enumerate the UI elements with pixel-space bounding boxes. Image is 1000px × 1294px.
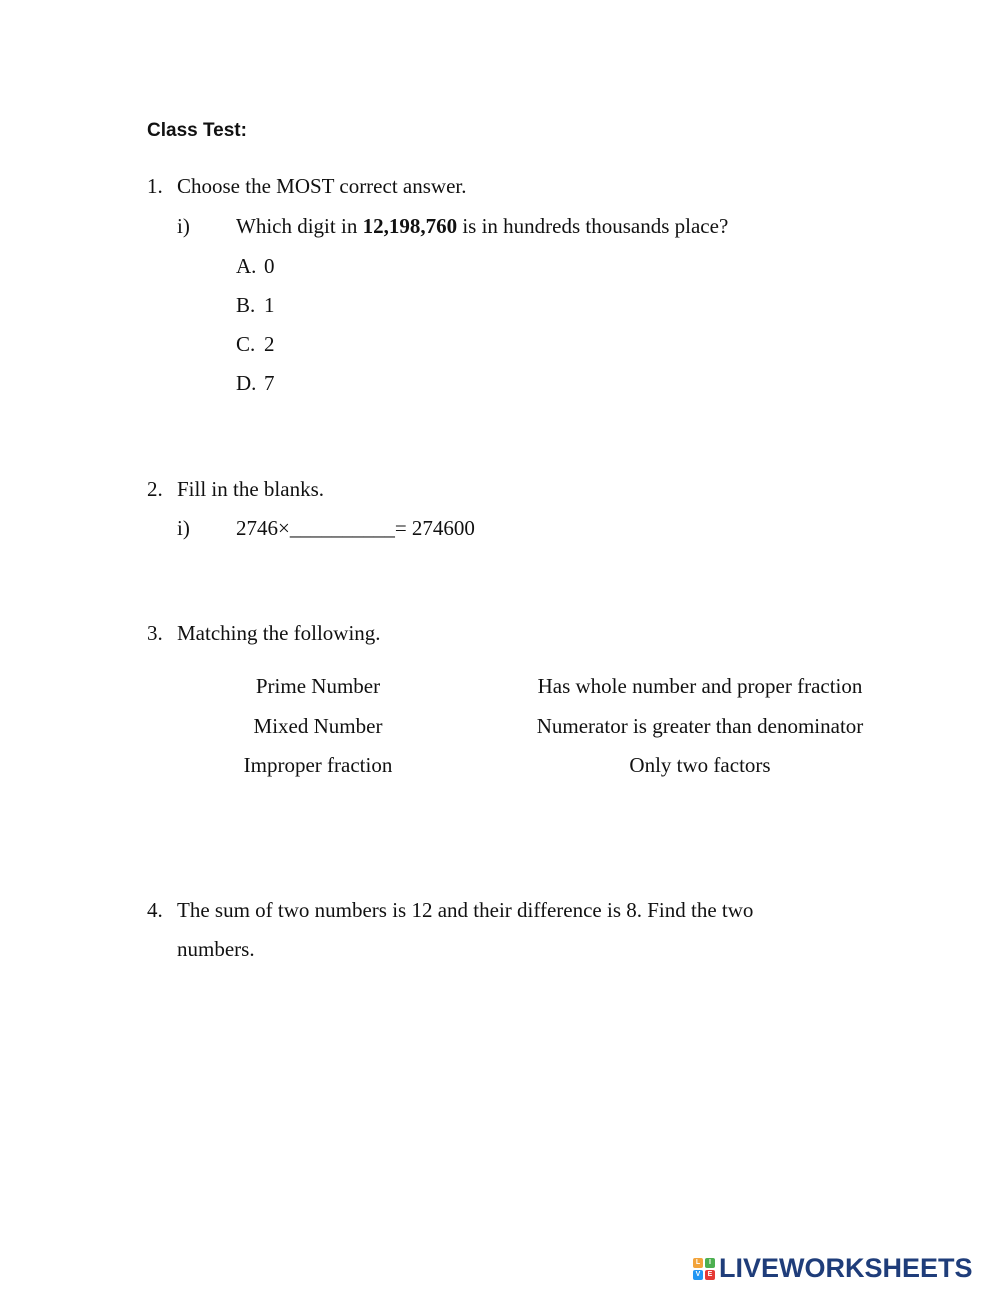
- match-left-item[interactable]: Improper fraction: [243, 753, 393, 777]
- liveworksheets-logo: [693, 1253, 973, 1284]
- question-1-sub-text: [236, 214, 728, 239]
- match-left-item[interactable]: Prime Number: [255, 674, 381, 698]
- question-4-number: 4.: [147, 898, 163, 922]
- page-title: Class Test:: [147, 120, 247, 141]
- fill-blank-equation[interactable]: 2746×__________= 274600: [236, 516, 475, 540]
- option-c-value[interactable]: 2: [264, 332, 275, 356]
- option-b-value[interactable]: 1: [264, 293, 275, 317]
- question-2-text: Fill in the blanks.: [177, 477, 324, 501]
- match-right-item[interactable]: Numerator is greater than denominator: [536, 714, 864, 738]
- question-3-number: 3.: [147, 621, 163, 645]
- option-d-letter: D.: [236, 371, 257, 395]
- logo-wordmark: LIVEWORKSHEETS: [719, 1253, 973, 1283]
- match-right-item[interactable]: Only two factors: [629, 753, 771, 777]
- question-1-sub-suffix: is in hundreds thousands place?: [457, 214, 729, 238]
- option-d-value[interactable]: 7: [264, 371, 275, 395]
- logo-mark-letter: L: [693, 1258, 703, 1268]
- logo-mark-letter: I: [705, 1258, 715, 1268]
- question-4-text-line2: numbers.: [177, 937, 255, 961]
- option-c-letter: C.: [236, 332, 256, 356]
- question-3-text: Matching the following.: [177, 621, 381, 645]
- logo-mark-letter: E: [705, 1270, 715, 1280]
- match-right-item[interactable]: Has whole number and proper fraction: [537, 674, 863, 698]
- option-a-value[interactable]: 0: [264, 254, 275, 278]
- question-2-sub-roman: i): [177, 516, 190, 540]
- question-2-number: 2.: [147, 477, 163, 501]
- question-4-text-line1: The sum of two numbers is 12 and their difference is 8. Find the two: [177, 898, 754, 922]
- option-a-letter: A.: [236, 254, 257, 278]
- question-1-text: Choose the MOST correct answer.: [177, 174, 467, 198]
- logo-mark-letter: V: [693, 1270, 703, 1280]
- question-1-sub-prefix: Which digit in: [236, 214, 363, 238]
- match-left-item[interactable]: Mixed Number: [253, 714, 383, 738]
- question-1-number: 1.: [147, 174, 163, 198]
- liveworksheets-logo-icon: [693, 1258, 715, 1280]
- question-1-sub-roman: i): [177, 214, 190, 238]
- question-1-number-bold: 12,198,760: [362, 214, 458, 238]
- option-b-letter: B.: [236, 293, 256, 317]
